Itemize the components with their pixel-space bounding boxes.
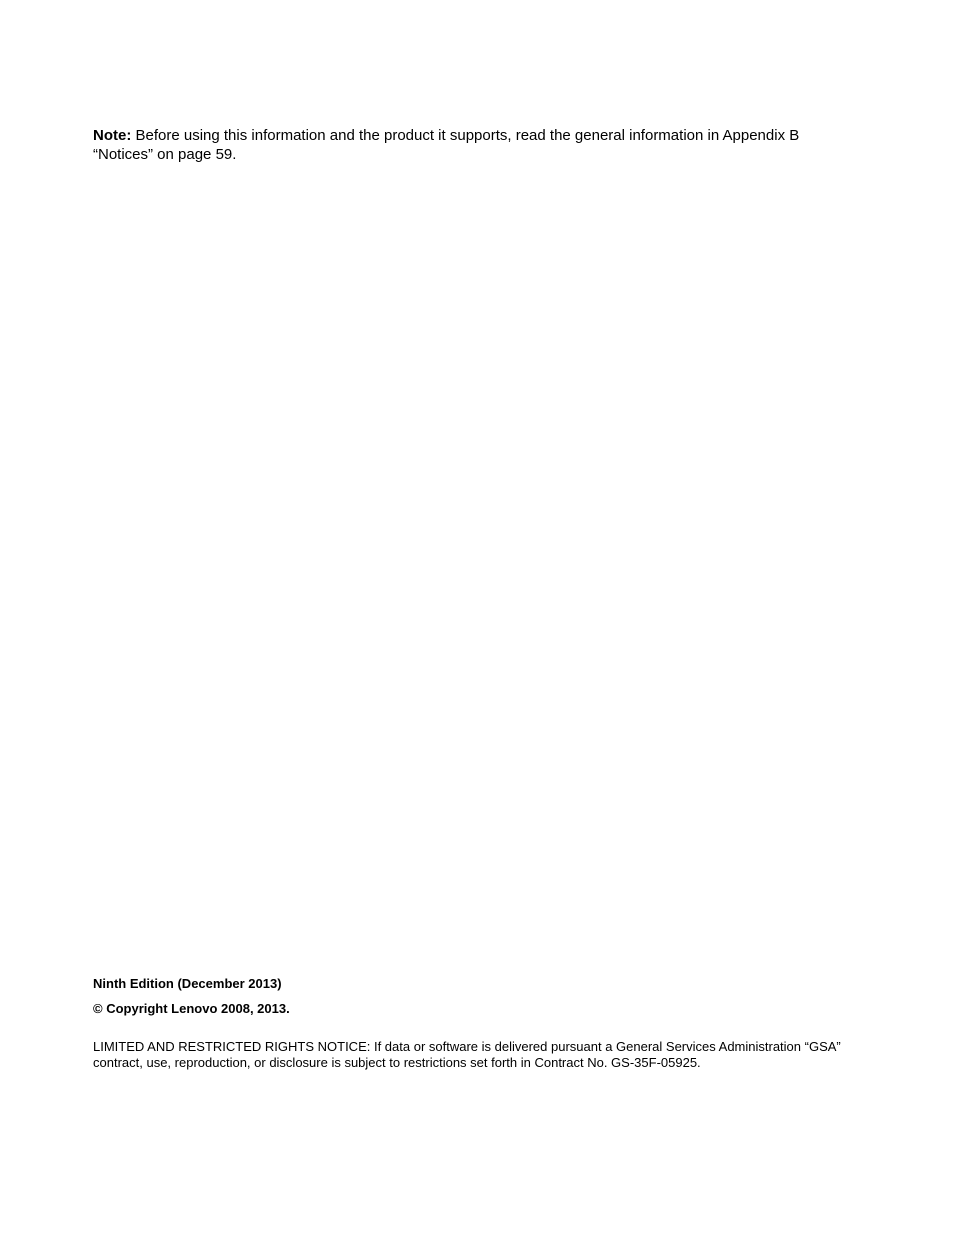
- note-text: Before using this information and the product it supports, read the general information in Appendix B “Notices” on page 59.: [93, 127, 800, 163]
- rights-notice: LIMITED AND RESTRICTED RIGHTS NOTICE: If data or software is delivered pursuant a General Services Administration “GSA” contract, use, reproduction, or disclosure is subject to restrictions set forth in Contract No. GS-35F-05925.: [93, 1039, 841, 1070]
- note-paragraph: [93, 126, 853, 164]
- edition-line: Ninth Edition (December 2013): [93, 976, 282, 991]
- note-label: Note:: [93, 127, 132, 144]
- copyright-line: © Copyright Lenovo 2008, 2013.: [93, 1001, 290, 1016]
